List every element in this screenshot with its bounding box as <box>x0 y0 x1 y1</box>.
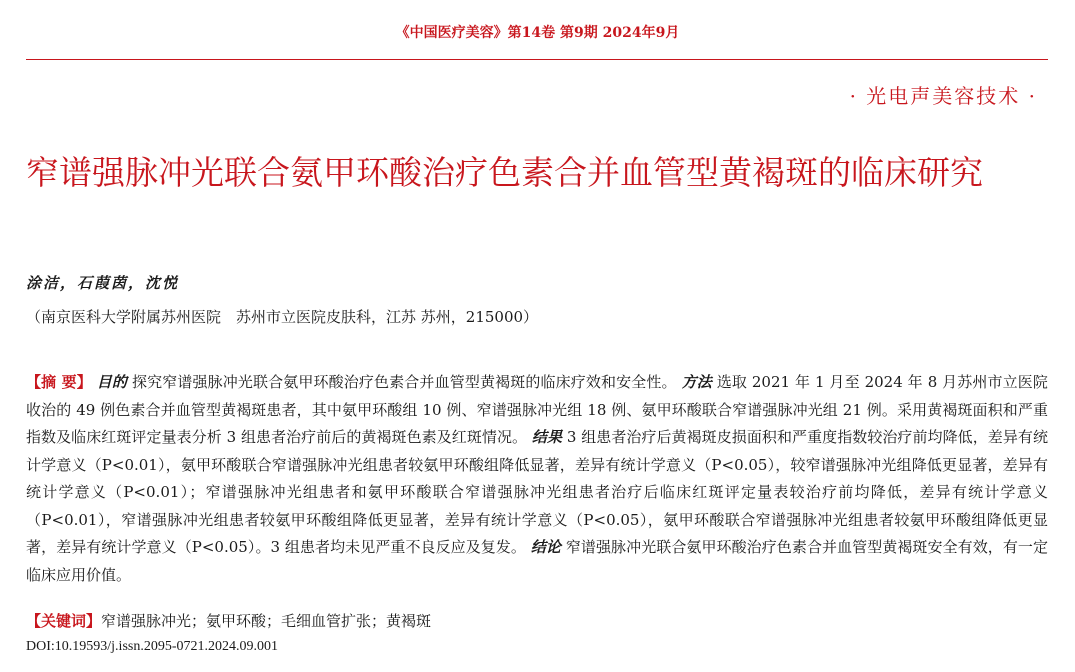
methods-label: 方法 <box>681 373 712 391</box>
conclusion-label: 结论 <box>530 538 561 556</box>
header-rule <box>26 59 1048 60</box>
conclusion-text: 窄谱强脉冲光联合氨甲环酸治疗色素合并血管型黄褐斑安全有效，有一定临床应用价值。 <box>26 538 1048 584</box>
results-label: 结果 <box>531 428 563 446</box>
keywords-text: 窄谱强脉冲光；氨甲环酸；毛细血管扩张；黄褐斑 <box>101 612 432 630</box>
results-text: 3 组患者治疗后黄褐斑皮损面积和严重度指数较治疗前均降低，差异有统计学意义（P<0.01），氨甲环酸联合窄谱强脉冲光组患者较氨甲环酸组降低显著，差异有统计学意义（P<0.05），较窄谱强脉冲光组降低更显著，差异有统计学意义（P<0.01）；窄谱强脉冲光组患者和氨甲环酸联合窄谱强脉冲光组患者治疗后临床红斑评定量表较治疗前均降低，差异有统计学意义（P<0.01），窄谱强脉冲光组患者较氨甲环酸组降低更显著，差异有统计学意义（P<0.05），氨甲环酸联合窄谱强脉冲光组患者较氨甲环酸组降低更显著，差异有统计学意义（P<0.05）。3 组患者均未见严重不良反应及复发。 <box>26 428 1048 556</box>
article-title: 窄谱强脉冲光联合氨甲环酸治疗色素合并血管型黄褐斑的临床研究 <box>26 153 983 192</box>
journal-header: 《中国医疗美容》第14卷 第9期 2024年9月 <box>395 25 680 41</box>
doi[interactable]: DOI:10.19593/j.issn.2095-0721.2024.09.001 <box>26 639 278 654</box>
author-list: 涂洁，石葭茵，沈悦 <box>26 274 180 292</box>
abstract <box>26 369 1048 589</box>
column-label: · 光电声美容技术 · <box>849 84 1037 108</box>
abstract-tag: 【摘 要】 <box>26 373 92 391</box>
objective-text: 探究窄谱强脉冲光联合氨甲环酸治疗色素合并血管型黄褐斑的临床疗效和安全性。 <box>131 373 677 391</box>
keywords-tag: 【关键词】 <box>26 612 102 630</box>
affiliation: （南京医科大学附属苏州医院 苏州市立医院皮肤科，江苏 苏州，215000） <box>26 308 539 326</box>
keywords <box>26 610 431 631</box>
objective-label: 目的 <box>96 373 128 391</box>
methods-text: 选取 2021 年 1 月至 2024 年 8 月苏州市立医院收治的 49 例色素合并血管型黄褐斑患者，其中氨甲环酸组 10 例、窄谱强脉冲光组 18 例、氨甲环酸联合窄谱强脉冲光组 21 例。采用黄褐斑面积和严重指数及临床红斑评定量表分析 3 组患者治疗前后的黄褐斑色素及红斑情况。 <box>26 373 1048 446</box>
